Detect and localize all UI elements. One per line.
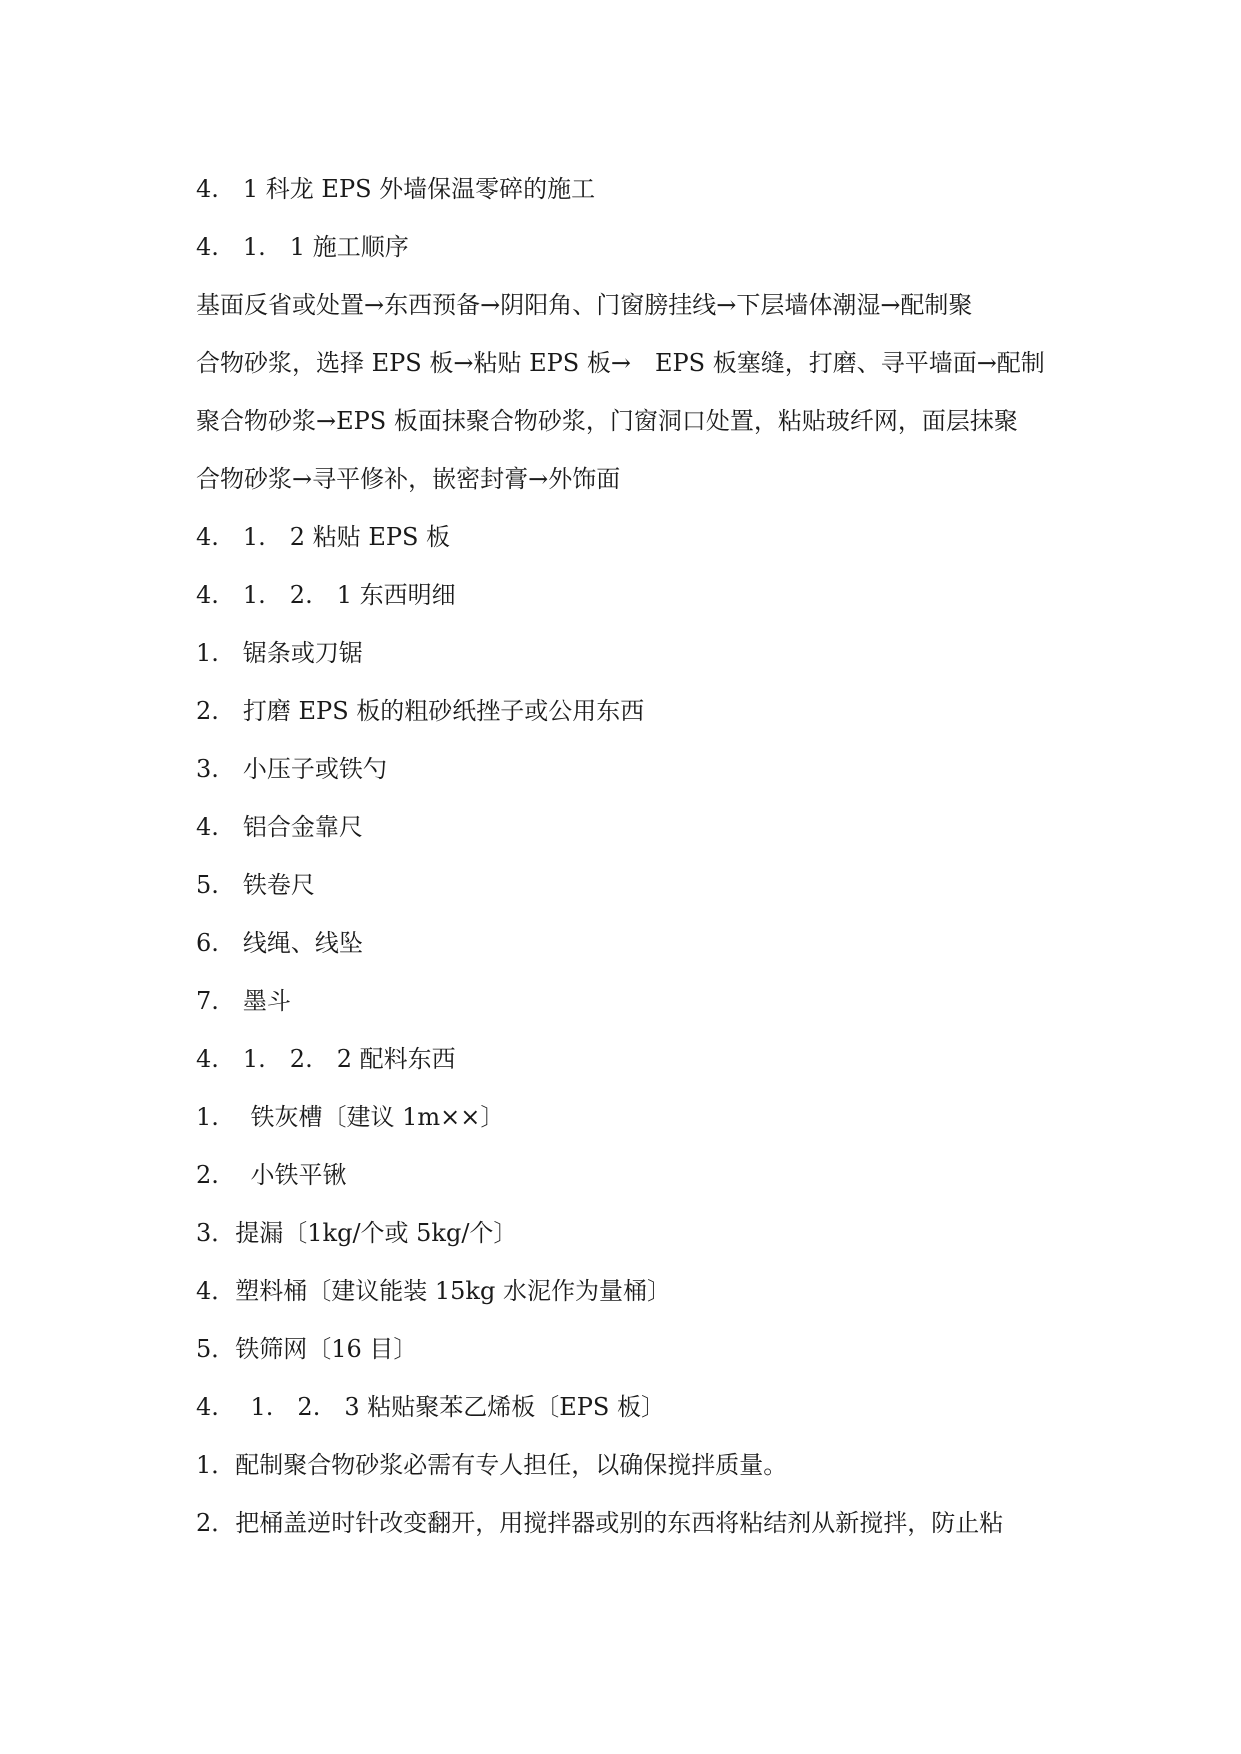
list-item: 3. 小压子或铁勺 <box>196 755 387 783</box>
list-item: 5. 铁卷尺 <box>196 871 315 899</box>
heading-4-1-2-2: 4. 1. 2. 2 配料东西 <box>196 1045 456 1073</box>
list-item: 4．塑料桶〔建议能装 15kg 水泥作为量桶〕 <box>196 1277 671 1305</box>
paragraph-line-1: 基面反省或处置→东西预备→阴阳角、门窗膀挂线→下层墙体潮湿→配制聚 <box>196 291 973 319</box>
heading-4-1-2: 4. 1. 2 粘贴 EPS 板 <box>196 523 451 551</box>
list-item: 6. 线绳、线坠 <box>196 929 363 957</box>
list-item: 2. 小铁平锹 <box>196 1161 347 1189</box>
list-item: 1. 锯条或刀锯 <box>196 639 363 667</box>
heading-4-1: 4. 1 科龙 EPS 外墙保温零碎的施工 <box>196 175 596 203</box>
paragraph-line-3: 聚合物砂浆→EPS 板面抹聚合物砂浆，门窗洞口处置，粘贴玻纤网，面层抹聚 <box>196 407 1018 435</box>
list-item: 1. 铁灰槽〔建议 1m××〕 <box>196 1103 505 1131</box>
paragraph-line-2: 合物砂浆，选择 EPS 板→粘贴 EPS 板→ EPS 板塞缝，打磨、寻平墙面→配制 <box>196 349 1045 377</box>
list-item: 3．提漏〔1kg/个或 5kg/个〕 <box>196 1219 518 1247</box>
list-item: 2．把桶盖逆时针改变翻开，用搅拌器或别的东西将粘结剂从新搅拌，防止粘 <box>196 1509 1004 1537</box>
list-item: 1．配制聚合物砂浆必需有专人担任，以确保搅拌质量。 <box>196 1451 788 1479</box>
heading-4-1-2-1: 4. 1. 2. 1 东西明细 <box>196 581 456 609</box>
list-item: 7. 墨斗 <box>196 987 291 1015</box>
paragraph-line-4: 合物砂浆→寻平修补，嵌密封膏→外饰面 <box>196 465 621 493</box>
list-item: 5．铁筛网〔16 目〕 <box>196 1335 418 1363</box>
heading-4-1-2-3: 4. 1. 2. 3 粘贴聚苯乙烯板〔EPS 板〕 <box>196 1393 665 1421</box>
list-item: 4. 铝合金靠尺 <box>196 813 363 841</box>
list-item: 2. 打磨 EPS 板的粗砂纸挫子或公用东西 <box>196 697 645 725</box>
heading-4-1-1: 4. 1. 1 施工顺序 <box>196 233 409 261</box>
